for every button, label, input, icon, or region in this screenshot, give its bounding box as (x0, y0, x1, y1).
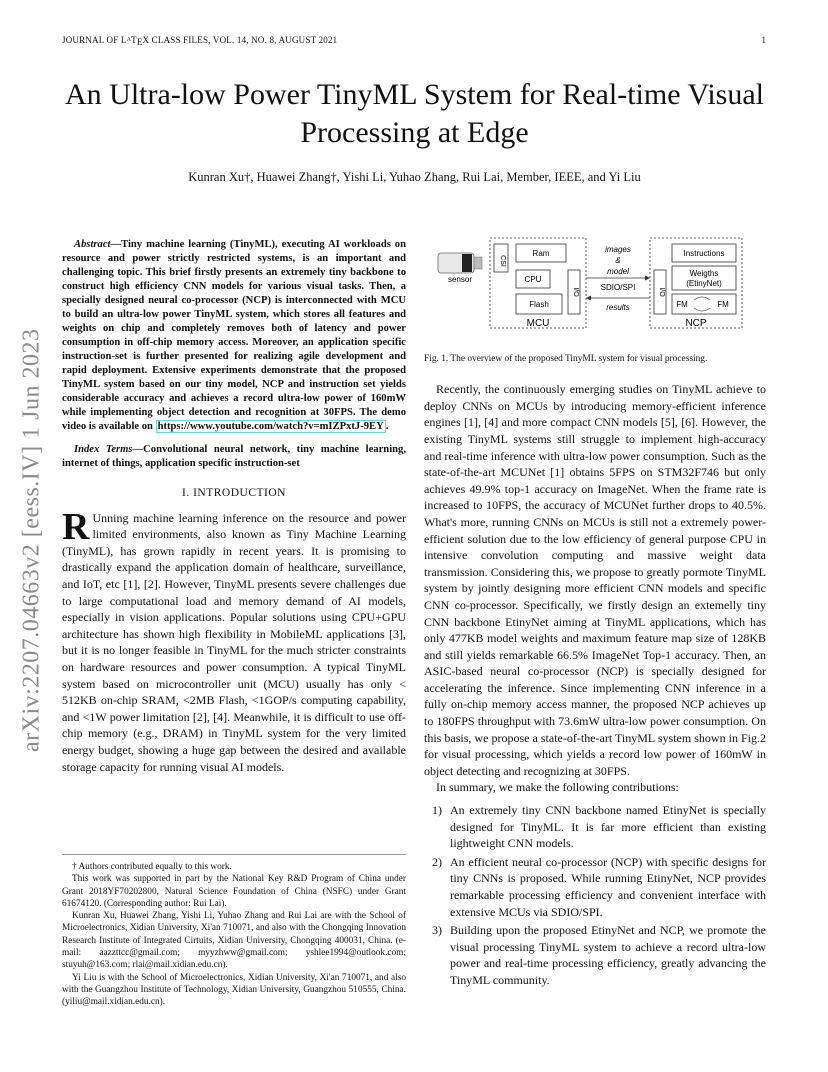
right-column (424, 230, 766, 991)
list-item: 2) An efficient neural co-processor (NCP) with specific designs for tiny CNNs is proposed. While running EtinyNet, NCP provides remarkable processing efficiency and convenient interface with extensive MCUs via SDIO/SPI. (432, 854, 766, 919)
footnote: Yi Liu is with the School of Microelectronics, Xidian University, Xi'an 710071, and also with the Guangzhou Institute of Technology, Xidian University, Guangzhou 510555, China. (yiliu@mail.xidian.edu.cn). (62, 972, 406, 1008)
sdio-spi-label: SDIO/SPI (600, 283, 636, 292)
running-header: JOURNAL OF $L^ATEX$ CLASS FILES, VOL. 14, NO. 8, AUGUST 2021 (62, 35, 338, 47)
svg-text:(EtinyNet): (EtinyNet) (686, 279, 722, 288)
footnote: This work was supported in part by the National Key R&D Program of China under Grant 2018YF70202800, Natural Science Foundation of China (NSFC) under Grant 61674120. (Corresponding author: Rui Lai). (62, 874, 406, 909)
footnotes (62, 854, 406, 1009)
section-heading-introduction: I. INTRODUCTION (182, 487, 286, 499)
sensor-label: sensor (447, 275, 473, 284)
camera-lens-icon (462, 254, 472, 272)
svg-text:FM: FM (676, 300, 688, 309)
system-overview-figure (424, 230, 766, 340)
mcu-label: MCU (526, 318, 550, 329)
svg-text:images: images (605, 245, 631, 254)
footnote: Kunran Xu, Huawei Zhang, Yishi Li, Yuhao Zhang and Rui Lai are with the School of Microelectronics, Xidian University, Xi'an 710071, and also with the Chongqing Innovation Research Institute of Integrated Cirtuits, Xidian University, Chongqing 400031, China. (e-mail: aazzttcc@gmail.com; myyzhww@gmail.com; yshlee1994@outlook.com; stuyuh@163.com; rlai@mail.xidian.edu.cn). (62, 911, 406, 971)
contributions-list (424, 802, 766, 989)
svg-text:CPU: CPU (524, 275, 542, 284)
svg-text:model: model (607, 267, 629, 276)
csi-label: CSI (499, 255, 506, 267)
left-column (62, 238, 406, 775)
svg-text:FM: FM (717, 300, 729, 309)
figure-caption: Fig. 1. The overview of the proposed TinyML system for visual processing. (424, 353, 708, 364)
index-terms: Index Terms—Convolutional neural network, tiny machine learning, internet of things, application specific instruction-set (62, 444, 406, 469)
intro-paragraph: R Unning machine learning inference on the resource and power limited environments, also known as Tiny Machine Learning (TinyML), has grown rapidly in recent years. It is promising to drastically expand the application domain of healthcare, surveillance, and IoT, etc [1], [2]. However, TinyML presents severe challenges due to large computational load and memory demand of AI models, especially in vision applications. Popular solutions using CPU+GPU architecture has shown high flexibility in MobileML applications [3], but it is no longer feasible in TinyML for the much stricter constraints on hardware resources and power consumption. A typical TinyML system based on microcontroller unit (MCU) usually has only < 512KB on-chip SRAM, <2MB Flash, <1GOP/s computing capability, and <1W power limitation [2], [4]. Meanwhile, it is difficult to use off-chip memory (e.g., DRAM) in TinyML system for the very limited energy budget, showing a huge gap between the desired and available storage capacity for running visual AI models. (62, 505, 406, 774)
abstract: Abstract—Tiny machine learning (TinyML), executing AI workloads on resource and power strictly restricted systems, is an important and challenging topic. This brief firstly presents an extremely tiny backbone to construct high efficiency CNN models for various visual tasks. Then, a specially designed neural co-processor (NCP) is interconnected with MCU to build an ultra-low power TinyML system, which stores all features and weights on chip and completely removes both of latency and power consumption in off-chip memory access. Moreover, an application specific instruction-set is further presented for realizing agile development and rapid deployment. Extensive experiments demonstrate that the proposed TinyML system based on our tiny model, NCP and instruction set yields considerable accuracy and achieves a record ultra-low power of 160mW while implementing object detection and recognition at 30FPS. The demo video is available on https://www.youtube.com/watch?v=mIZPxtJ-9EY . (62, 239, 406, 432)
page-number: 1 (761, 35, 766, 45)
demo-video-link[interactable]: https://www.youtube.com/watch?v=mIZPxtJ-9EY (157, 421, 384, 432)
svg-text:Ram: Ram (532, 249, 550, 258)
svg-text:I/O: I/O (572, 287, 579, 297)
svg-text:Flash: Flash (529, 300, 549, 309)
paragraph: Recently, the continuously emerging studies on TinyML achieve to deploy CNNs on MCUs by introducing memory-efficient inference engines [1], [4] and more compact CNN models [5], [6]. However, the existing TinyML systems still struggle to implement high-accuracy and real-time inference with ultra-low power consumption. Such as the state-of-the-art MCUNet [1] obtains 5FPS on STM32F746 but only achieves 49.9% top-1 accuracy on ImageNet. When the frame rate is increased to 10FPS, the accuracy of MCUNet further drops to 40.5%. What's more, running CNNs on MCUs is still not a extremely power-efficient solution due to the low efficiency of general purpose CPU in intensive convolution computing and massive weight data transmission. Considering this, we propose to greatly pormote TinyML system by jointly designing more efficient CNN models and specific CNN co-processor. Specifically, we firstly design an extemelly tiny CNN backbone EtinyNet aiming at TinyML applications, which has only 477KB model weights and maximum feature map size of 128KB and still yields remarkable 66.5% ImageNet Top-1 accuracy. Then, an ASIC-based neural co-processor (NCP) is specially designed for accelerating the inference. Since implementing CNN inference in a fully on-chip memory access manner, the proposed NCP achieves up to 180FPS throughput with 73.6mW ultra-low power consumption. On this basis, we propose a state-of-the-art TinyML system shown in Fig.2 for visual processing, which yields a record low power of 160mW in object detecting and recognizing at 30FPS. (424, 382, 766, 778)
arxiv-stamp: arXiv:2207.04663v2 [eess.IV] 1 Jun 2023 (18, 328, 45, 752)
list-item: 3) Building upon the proposed EtinyNet and NCP, we promote the visual processing TinyML system to achieve a record ultra-low power and real-time processing efficiency, greatly advancing the TinyML community. (432, 923, 766, 987)
svg-text:I/O: I/O (658, 287, 665, 297)
list-item: 1) An extremely tiny CNN backbone named EtinyNet is specially designed for TinyML. It is far more efficient than existing lightweight CNN models. (432, 803, 766, 851)
svg-text:Weigths: Weigths (689, 269, 719, 278)
ncp-label: NCP (685, 318, 707, 329)
paper-title: An Ultra-low Power TinyML System for Real-time Visual Processing at Edge (65, 78, 764, 149)
svg-text:Instructions: Instructions (683, 249, 725, 258)
svg-text:results: results (606, 303, 630, 312)
paragraph: In summary, we make the following contributions: (436, 780, 679, 795)
drop-cap: R (62, 505, 90, 548)
author-list: Kunran Xu†, Huawei Zhang†, Yishi Li, Yuhao Zhang, Rui Lai, Member, IEEE, and Yi Liu (188, 170, 641, 184)
svg-text:&: & (615, 256, 621, 265)
footnote: † Authors contributed equally to this work. (72, 862, 232, 872)
